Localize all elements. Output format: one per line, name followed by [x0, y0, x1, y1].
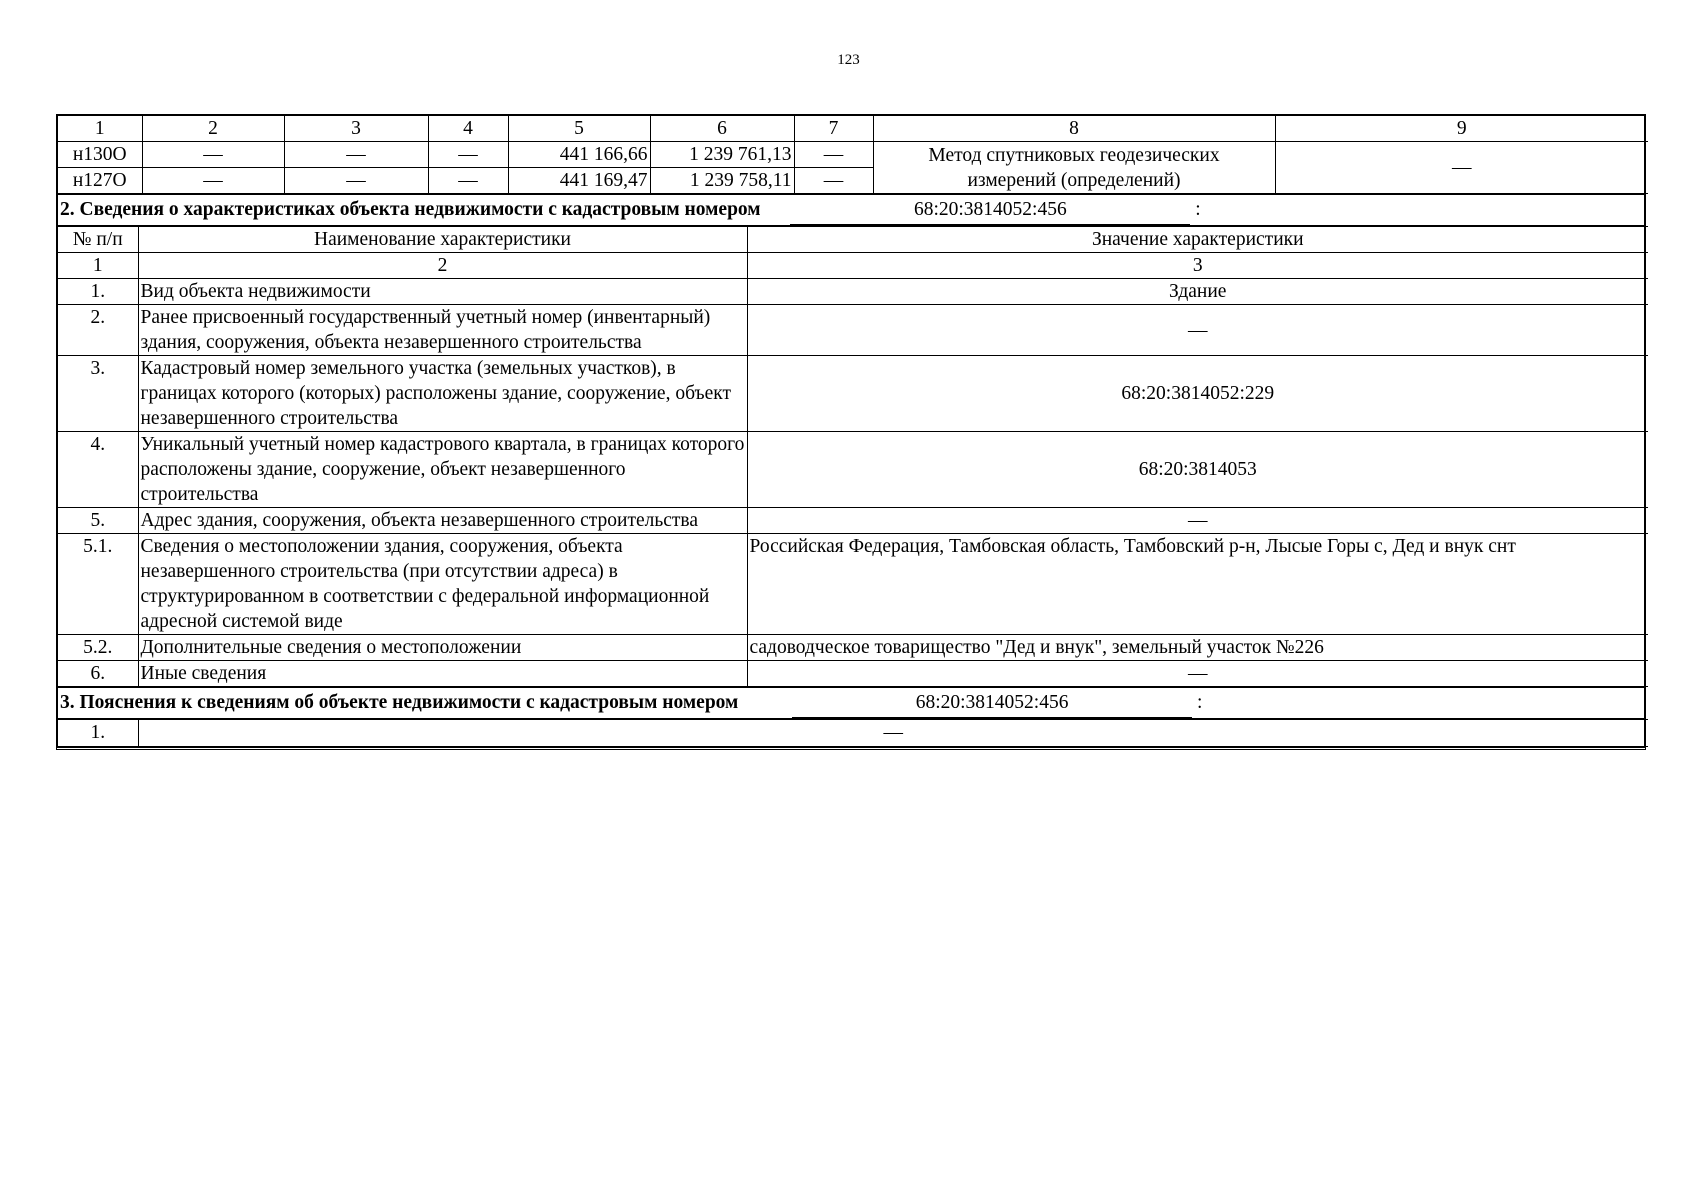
section2-heading	[58, 194, 1644, 226]
characteristics-table	[58, 226, 1648, 687]
section2-colon: :	[1195, 198, 1201, 220]
table-row	[58, 508, 1648, 534]
characteristics-number-row	[58, 253, 1648, 279]
row-number: 6.	[58, 661, 138, 687]
col-number: 1	[58, 253, 138, 279]
row-number: 1.	[58, 279, 138, 305]
header-cell: 7	[794, 116, 873, 142]
characteristic-name: Сведения о местоположении здания, сооружения, объекта незавершенного строительства (при отсутствии адреса) в структурированном в соответствии с федеральной информационной адресной системой виде	[138, 534, 747, 635]
table-row	[58, 279, 1648, 305]
table-row	[58, 534, 1648, 635]
row-number: 3.	[58, 356, 138, 432]
point-name: н130О	[58, 142, 142, 168]
section2-title: 2. Сведения о характеристиках объекта недвижимости с кадастровым номером	[60, 198, 761, 220]
method-line: измерений (определений)	[967, 169, 1181, 191]
row-number: 5.2.	[58, 635, 138, 661]
characteristic-value: —	[747, 661, 1648, 687]
characteristic-value: —	[747, 508, 1648, 534]
method-line: Метод спутниковых геодезических	[928, 144, 1220, 166]
coord-x: 441 166,66	[508, 142, 650, 168]
row-number: 2.	[58, 305, 138, 356]
coordinates-header-row	[58, 116, 1648, 142]
table-row	[58, 635, 1648, 661]
characteristic-value: Российская Федерация, Тамбовская область, Тамбовский р-н, Лысые Горы с, Дед и внук снт	[747, 534, 1648, 635]
cell: —	[284, 142, 428, 168]
page-number: 123	[837, 52, 860, 68]
coordinates-table	[58, 116, 1648, 194]
characteristic-name: Адрес здания, сооружения, объекта незавершенного строительства	[138, 508, 747, 534]
cadastral-document	[56, 114, 1646, 750]
characteristic-value: садоводческое товарищество "Дед и внук", земельный участок №226	[747, 635, 1648, 661]
explanation-value: —	[138, 720, 1648, 747]
col-number: 2	[138, 253, 747, 279]
cell: —	[142, 168, 284, 194]
col9-cell: —	[1275, 142, 1648, 194]
section3-cadastral-number: 68:20:3814052:456	[792, 689, 1192, 718]
table-row	[58, 305, 1648, 356]
characteristic-name: Кадастровый номер земельного участка (земельных участков), в границах которого (которых) расположены здание, сооружение, объект незавершенного строительства	[138, 356, 747, 432]
col-number: 3	[747, 253, 1648, 279]
table-row	[58, 720, 1648, 747]
header-cell: 2	[142, 116, 284, 142]
characteristic-name: Уникальный учетный номер кадастрового квартала, в границах которого расположены здание, сооружение, объект незавершенного строительства	[138, 432, 747, 508]
characteristic-value: —	[747, 305, 1648, 356]
method-cell	[873, 142, 1275, 194]
coord-x: 441 169,47	[508, 168, 650, 194]
cell: —	[794, 168, 873, 194]
header-name: Наименование характеристики	[138, 227, 747, 253]
cell: —	[428, 142, 508, 168]
row-number: 4.	[58, 432, 138, 508]
point-name: н127О	[58, 168, 142, 194]
header-cell: 9	[1275, 116, 1648, 142]
header-cell: 4	[428, 116, 508, 142]
header-value: Значение характеристики	[747, 227, 1648, 253]
section3-heading	[58, 687, 1644, 719]
header-cell: 5	[508, 116, 650, 142]
table-row	[58, 356, 1648, 432]
section3-title-cell	[58, 688, 1644, 719]
cell: —	[142, 142, 284, 168]
header-cell: 6	[650, 116, 794, 142]
coord-y: 1 239 761,13	[650, 142, 794, 168]
table-row	[58, 432, 1648, 508]
table-row	[58, 661, 1648, 687]
explanations-table	[58, 719, 1648, 747]
cell: —	[428, 168, 508, 194]
header-cell: 3	[284, 116, 428, 142]
header-cell: 8	[873, 116, 1275, 142]
characteristic-value: 68:20:3814052:229	[747, 356, 1648, 432]
section3-title: 3. Пояснения к сведениям об объекте недвижимости с кадастровым номером	[60, 691, 739, 713]
cell: —	[794, 142, 873, 168]
characteristics-header-row	[58, 227, 1648, 253]
characteristic-value: 68:20:3814053	[747, 432, 1648, 508]
row-number: 5.1.	[58, 534, 138, 635]
characteristic-name: Ранее присвоенный государственный учетный номер (инвентарный) здания, сооружения, объекта незавершенного строительства	[138, 305, 747, 356]
table-row	[58, 142, 1648, 168]
characteristic-value: Здание	[747, 279, 1648, 305]
header-no: № п/п	[58, 227, 138, 253]
coord-y: 1 239 758,11	[650, 168, 794, 194]
section2-title-cell	[58, 195, 1644, 226]
characteristic-name: Вид объекта недвижимости	[138, 279, 747, 305]
section2-cadastral-number: 68:20:3814052:456	[790, 196, 1190, 225]
cell: —	[284, 168, 428, 194]
row-number: 1.	[58, 720, 138, 747]
characteristic-name: Иные сведения	[138, 661, 747, 687]
section3-colon: :	[1196, 691, 1203, 713]
characteristic-name: Дополнительные сведения о местоположении	[138, 635, 747, 661]
header-cell: 1	[58, 116, 142, 142]
row-number: 5.	[58, 508, 138, 534]
